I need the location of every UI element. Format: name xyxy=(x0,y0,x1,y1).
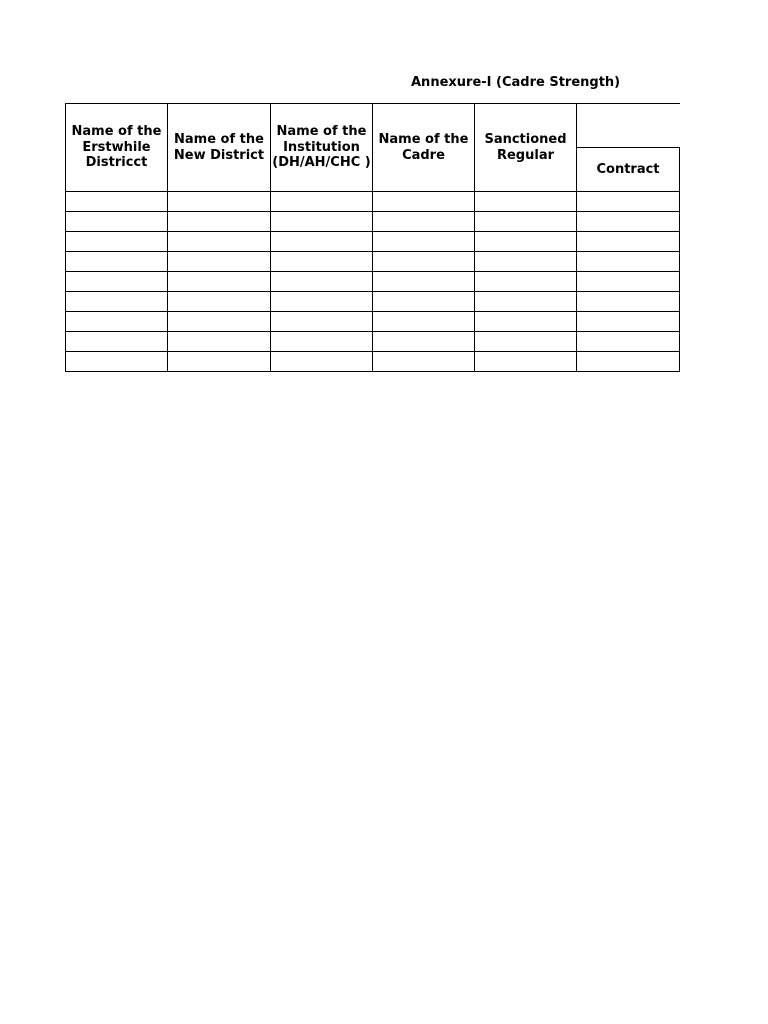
table-cell[interactable] xyxy=(168,192,271,212)
table-cell[interactable] xyxy=(475,272,577,292)
table-cell[interactable] xyxy=(66,272,168,292)
table-cell[interactable] xyxy=(577,232,680,252)
table-cell[interactable] xyxy=(577,352,680,372)
table-cell[interactable] xyxy=(271,252,373,272)
table-cell[interactable] xyxy=(475,252,577,272)
table-cell[interactable] xyxy=(168,332,271,352)
header-row xyxy=(66,104,680,148)
table-cell[interactable] xyxy=(168,272,271,292)
table-cell[interactable] xyxy=(271,352,373,372)
table-row xyxy=(66,292,680,312)
header-blank-cell[interactable] xyxy=(577,104,680,148)
table-cell[interactable] xyxy=(66,352,168,372)
table-cell[interactable] xyxy=(475,192,577,212)
table-cell[interactable] xyxy=(66,332,168,352)
table-cell[interactable] xyxy=(373,192,475,212)
table-cell[interactable] xyxy=(373,352,475,372)
table-cell[interactable] xyxy=(475,352,577,372)
table-row xyxy=(66,192,680,212)
table-cell[interactable] xyxy=(66,292,168,312)
table-cell[interactable] xyxy=(373,292,475,312)
table-cell[interactable] xyxy=(373,272,475,292)
table-cell[interactable] xyxy=(66,232,168,252)
table-cell[interactable] xyxy=(168,232,271,252)
table-cell[interactable] xyxy=(271,292,373,312)
table-cell[interactable] xyxy=(577,212,680,232)
table-cell[interactable] xyxy=(271,192,373,212)
table-row xyxy=(66,272,680,292)
table-row xyxy=(66,312,680,332)
table-cell[interactable] xyxy=(475,312,577,332)
table-cell[interactable] xyxy=(475,332,577,352)
table-cell[interactable] xyxy=(168,252,271,272)
header-new-district[interactable]: Name of the New District xyxy=(168,104,271,192)
table-cell[interactable] xyxy=(475,292,577,312)
header-cadre[interactable]: Name of the Cadre xyxy=(373,104,475,192)
table-cell[interactable] xyxy=(475,212,577,232)
table-cell[interactable] xyxy=(271,312,373,332)
table-cell[interactable] xyxy=(66,252,168,272)
table-cell[interactable] xyxy=(271,332,373,352)
table-cell[interactable] xyxy=(373,252,475,272)
table-cell[interactable] xyxy=(373,232,475,252)
table-cell[interactable] xyxy=(168,292,271,312)
table-cell[interactable] xyxy=(271,212,373,232)
table-cell[interactable] xyxy=(66,192,168,212)
table-cell[interactable] xyxy=(577,332,680,352)
table-cell[interactable] xyxy=(271,272,373,292)
header-contract[interactable]: Contract xyxy=(577,148,680,192)
table-row xyxy=(66,352,680,372)
table-cell[interactable] xyxy=(66,212,168,232)
table-cell[interactable] xyxy=(373,312,475,332)
table-cell[interactable] xyxy=(577,312,680,332)
table-cell[interactable] xyxy=(168,312,271,332)
document-title: Annexure-I (Cadre Strength) xyxy=(411,75,621,90)
table-row xyxy=(66,232,680,252)
table-cell[interactable] xyxy=(66,312,168,332)
table-cell[interactable] xyxy=(168,212,271,232)
cadre-strength-table xyxy=(65,103,680,372)
table-cell[interactable] xyxy=(475,232,577,252)
table-cell[interactable] xyxy=(577,292,680,312)
table-row xyxy=(66,252,680,272)
table-cell[interactable] xyxy=(373,332,475,352)
table-cell[interactable] xyxy=(271,232,373,252)
table-row xyxy=(66,212,680,232)
table-cell[interactable] xyxy=(373,212,475,232)
table-row xyxy=(66,332,680,352)
table-cell[interactable] xyxy=(168,352,271,372)
header-institution[interactable]: Name of the Institution (DH/AH/CHC ) xyxy=(271,104,373,192)
header-sanctioned-regular[interactable]: Sanctioned Regular xyxy=(475,104,577,192)
table-cell[interactable] xyxy=(577,252,680,272)
table-cell[interactable] xyxy=(577,272,680,292)
table-cell[interactable] xyxy=(577,192,680,212)
header-erstwhile-district[interactable]: Name of the Erstwhile Districct xyxy=(66,104,168,192)
